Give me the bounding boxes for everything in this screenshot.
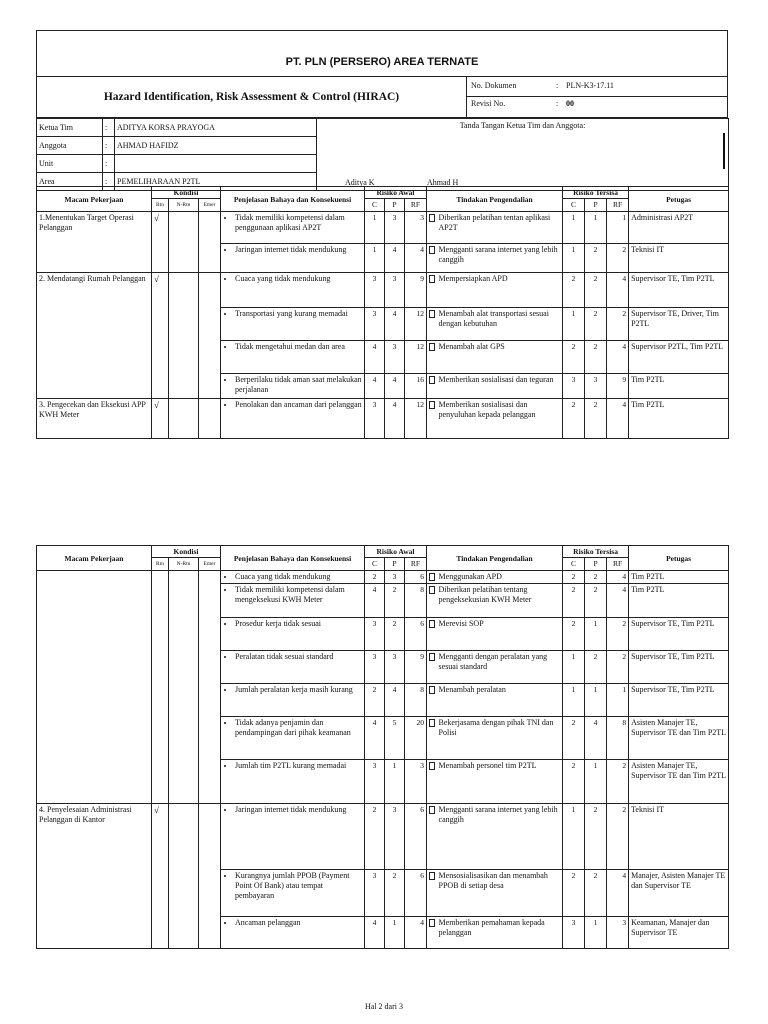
risk-rf: 12: [405, 308, 427, 341]
checkbox-cell: [427, 760, 437, 804]
risk-p: 3: [385, 212, 405, 244]
residual-rf: 2: [607, 618, 629, 651]
col-petugas: Petugas: [629, 187, 729, 212]
control-text: Memberikan sosialisasi dan penyuluhan kepada pelanggan: [437, 399, 563, 439]
officer-cell: Keamanan, Manajer dan Supervisor TE: [629, 917, 729, 949]
revision-value: 00: [566, 99, 574, 108]
anggota-label: Anggota: [37, 137, 103, 155]
checkbox-cell: [427, 273, 437, 308]
checkbox-square-icon: [429, 275, 435, 283]
risk-p: 3: [385, 273, 405, 308]
residual-c: 1: [563, 804, 585, 870]
hazard-cell: [221, 651, 365, 684]
residual-c: 3: [563, 917, 585, 949]
risk-rf: 4: [405, 244, 427, 273]
checkbox-cell: [427, 399, 437, 439]
hazard-text: • Prosedur kerja tidak sesuai: [235, 619, 362, 629]
table-row: [37, 399, 729, 439]
hazard-text: • Peralatan tidak sesuai standard: [235, 652, 362, 662]
residual-p: 4: [585, 717, 607, 760]
risk-p: 5: [385, 717, 405, 760]
risk-rf: 9: [405, 273, 427, 308]
residual-rf: 4: [607, 584, 629, 618]
col-petugas: Petugas: [629, 546, 729, 571]
empty-cell: [199, 804, 221, 949]
risk-c: 2: [365, 571, 385, 584]
checkbox-cell: [427, 684, 437, 717]
col-emer: Emer: [199, 558, 221, 571]
risk-rf: 6: [405, 571, 427, 584]
officer-cell: Tim P2TL: [629, 584, 729, 618]
risk-p: 4: [385, 244, 405, 273]
risk-c: 3: [365, 273, 385, 308]
colon: :: [103, 119, 115, 137]
risk-c: 3: [365, 618, 385, 651]
checkbox-cell: [427, 341, 437, 374]
residual-rf: 2: [607, 308, 629, 341]
risk-c: 3: [365, 651, 385, 684]
col-rf: RF: [405, 558, 427, 571]
risk-p: 3: [385, 341, 405, 374]
checkbox-cell: [427, 870, 437, 917]
check-mark: √: [152, 399, 169, 439]
signature-aditya: Aditya K: [345, 178, 375, 187]
hazard-cell: [221, 584, 365, 618]
col-risiko-awal: Risiko Awal: [365, 546, 427, 558]
officer-cell: Supervisor TE, Driver, Tim P2TL: [629, 308, 729, 341]
hazard-text: • Tidak adanya penjamin dan pendampingan dari pihak keamanan: [235, 718, 362, 738]
control-text: Menambah alat GPS: [437, 341, 563, 374]
control-text: Mempersiapkan APD: [437, 273, 563, 308]
control-text: Memberikan sosialisasi dan teguran: [437, 374, 563, 399]
risk-c: 3: [365, 399, 385, 439]
residual-c: 2: [563, 341, 585, 374]
officer-cell: Tim P2TL: [629, 571, 729, 584]
risk-p: 4: [385, 684, 405, 717]
checkbox-cell: [427, 618, 437, 651]
residual-p: 2: [585, 651, 607, 684]
risk-p: 2: [385, 618, 405, 651]
empty-cell: [199, 212, 221, 273]
checkbox-cell: [427, 244, 437, 273]
signature-label: Tanda Tangan Ketua Tim dan Anggota:: [459, 121, 586, 130]
empty-cell: [199, 571, 221, 804]
control-text: Diberikan pelatihan tentan aplikasi AP2T: [437, 212, 563, 244]
control-text: Menggunakan APD: [437, 571, 563, 584]
residual-rf: 9: [607, 374, 629, 399]
officer-cell: Teknisi IT: [629, 804, 729, 870]
risk-rf: 3: [405, 212, 427, 244]
check-mark: √: [152, 212, 169, 273]
checkbox-cell: [427, 374, 437, 399]
residual-p: 2: [585, 244, 607, 273]
risk-rf: 16: [405, 374, 427, 399]
hazard-cell: [221, 760, 365, 804]
empty-cell: [169, 571, 199, 804]
hazard-cell: [221, 212, 365, 244]
hazard-text: • Berperilaku tidak aman saat melakukan perjalanan: [235, 375, 362, 395]
col-macam-pekerjaan: Macam Pekerjaan: [37, 187, 152, 212]
company-name: PT. PLN (PERSERO) AREA TERNATE: [285, 56, 479, 68]
checkbox-cell: [427, 308, 437, 341]
officer-cell: Supervisor TE, Tim P2TL: [629, 273, 729, 308]
col-kondisi: Kondisi: [152, 546, 221, 558]
anggota-value: AHMAD HAFIDZ: [115, 137, 317, 155]
hazard-text: • Jaringan internet tidak mendukung: [235, 245, 362, 255]
residual-rf: 2: [607, 244, 629, 273]
risk-c: 4: [365, 717, 385, 760]
residual-rf: 4: [607, 273, 629, 308]
risk-rf: 6: [405, 804, 427, 870]
officer-cell: Tim P2TL: [629, 374, 729, 399]
checkbox-square-icon: [429, 573, 435, 581]
checkbox-cell: [427, 804, 437, 870]
officer-cell: Supervisor TE, Tim P2TL: [629, 618, 729, 651]
col-kondisi: Kondisi: [152, 187, 221, 199]
hazard-text: • Tidak mengetahui medan dan area: [235, 342, 362, 352]
col-nrtn: N-Rtn: [169, 558, 199, 571]
col-c: C: [365, 558, 385, 571]
residual-c: 2: [563, 273, 585, 308]
col-penjelasan: Penjelasan Bahaya dan Konsekuensi: [221, 187, 365, 212]
checkbox-cell: [427, 571, 437, 584]
empty-cell: [169, 399, 199, 439]
area-label: Area: [37, 173, 103, 191]
residual-c: 1: [563, 684, 585, 717]
col-p: P: [585, 199, 607, 212]
officer-cell: Manajer, Asisten Manajer TE dan Supervisor TE: [629, 870, 729, 917]
colon: :: [556, 81, 559, 90]
checkbox-square-icon: [429, 401, 435, 409]
officer-cell: Asisten Manajer TE, Supervisor TE dan Tim P2TL: [629, 717, 729, 760]
hazard-text: • Jumlah tim P2TL kurang memadai: [235, 761, 362, 771]
residual-c: 2: [563, 584, 585, 618]
residual-c: 2: [563, 870, 585, 917]
job-cell: 3. Pengecekan dan Eksekusi APP KWH Meter: [37, 399, 152, 439]
residual-c: 1: [563, 651, 585, 684]
control-text: Menambah personel tim P2TL: [437, 760, 563, 804]
residual-p: 2: [585, 341, 607, 374]
risk-c: 4: [365, 374, 385, 399]
revision-label: Revisi No.: [471, 99, 506, 108]
residual-c: 2: [563, 760, 585, 804]
col-rf: RF: [607, 558, 629, 571]
job-cell: [37, 571, 152, 804]
risk-rf: 12: [405, 399, 427, 439]
checkbox-square-icon: [429, 719, 435, 727]
risk-c: 2: [365, 804, 385, 870]
hazard-cell: [221, 273, 365, 308]
residual-rf: 2: [607, 760, 629, 804]
risk-p: 3: [385, 804, 405, 870]
residual-rf: 8: [607, 717, 629, 760]
col-emer: Emer: [199, 199, 221, 212]
risk-rf: 8: [405, 684, 427, 717]
checkbox-square-icon: [429, 376, 435, 384]
residual-p: 1: [585, 212, 607, 244]
residual-rf: 4: [607, 341, 629, 374]
job-cell: 4. Penyelesaian Administrasi Pelanggan di Kantor: [37, 804, 152, 949]
control-text: Diberikan pelatihan tentang pengeksekusian KWH Meter: [437, 584, 563, 618]
residual-c: 2: [563, 571, 585, 584]
hirac-table-2: [36, 545, 729, 949]
residual-p: 1: [585, 917, 607, 949]
control-text: Mensosialisasikan dan menambah PPOB di setiap desa: [437, 870, 563, 917]
doc-number-label: No. Dokumen: [471, 81, 517, 90]
residual-p: 2: [585, 804, 607, 870]
hazard-text: • Transportasi yang kurang memadai: [235, 309, 362, 319]
risk-p: 2: [385, 870, 405, 917]
hazard-text: • Jumlah peralatan kerja masih kurang: [235, 685, 362, 695]
signature-mark: [723, 133, 725, 169]
table-row: [37, 804, 729, 870]
col-tindakan: Tindakan Pengendalian: [427, 187, 563, 212]
check-mark: [152, 571, 169, 804]
residual-c: 1: [563, 308, 585, 341]
risk-p: 4: [385, 308, 405, 341]
residual-rf: 4: [607, 870, 629, 917]
checkbox-cell: [427, 651, 437, 684]
col-p: P: [585, 558, 607, 571]
risk-c: 3: [365, 760, 385, 804]
colon: :: [556, 99, 559, 108]
check-mark: √: [152, 804, 169, 949]
col-penjelasan: Penjelasan Bahaya dan Konsekuensi: [221, 546, 365, 571]
officer-cell: Asisten Manajer TE, Supervisor TE dan Tim P2TL: [629, 760, 729, 804]
risk-rf: 9: [405, 651, 427, 684]
hazard-text: • Kurangnya jumlah PPOB (Payment Point Of Bank) atau tempat pembayaran: [235, 871, 362, 901]
residual-p: 2: [585, 308, 607, 341]
risk-rf: 8: [405, 584, 427, 618]
residual-p: 1: [585, 618, 607, 651]
table-row: [37, 571, 729, 584]
col-risiko-tersisa: Risiko Tersisa: [563, 187, 629, 199]
checkbox-square-icon: [429, 214, 435, 222]
checkbox-square-icon: [429, 686, 435, 694]
col-rf: RF: [607, 199, 629, 212]
document-header: [36, 30, 728, 118]
hazard-text: • Tidak memiliki kompetensi dalam mengeksekusi KWH Meter: [235, 585, 362, 605]
checkbox-square-icon: [429, 653, 435, 661]
risk-p: 1: [385, 760, 405, 804]
col-p: P: [385, 558, 405, 571]
control-text: Mengganti sarana internet yang lebih canggih: [437, 804, 563, 870]
hazard-cell: [221, 804, 365, 870]
area-value: PEMELIHARAAN P2TL: [115, 173, 317, 191]
job-cell: 2. Mendatangi Rumah Pelanggan: [37, 273, 152, 399]
residual-p: 2: [585, 273, 607, 308]
risk-rf: 4: [405, 917, 427, 949]
hazard-text: • Cuaca yang tidak mendukung: [235, 572, 362, 582]
risk-p: 3: [385, 651, 405, 684]
residual-p: 2: [585, 584, 607, 618]
hazard-cell: [221, 571, 365, 584]
checkbox-square-icon: [429, 246, 435, 254]
residual-p: 3: [585, 374, 607, 399]
residual-p: 2: [585, 571, 607, 584]
checkbox-square-icon: [429, 762, 435, 770]
control-text: Merevisi SOP: [437, 618, 563, 651]
col-tindakan: Tindakan Pengendalian: [427, 546, 563, 571]
risk-p: 4: [385, 399, 405, 439]
hazard-cell: [221, 684, 365, 717]
ketua-label: Ketua Tim: [37, 119, 103, 137]
officer-cell: Teknisi IT: [629, 244, 729, 273]
empty-cell: [169, 804, 199, 949]
residual-rf: 1: [607, 212, 629, 244]
col-rf: RF: [405, 199, 427, 212]
control-text: Mengganti sarana internet yang lebih canggih: [437, 244, 563, 273]
residual-c: 3: [563, 374, 585, 399]
col-p: P: [385, 199, 405, 212]
hazard-cell: [221, 618, 365, 651]
risk-c: 1: [365, 244, 385, 273]
col-rtn: Rtn: [152, 199, 169, 212]
residual-rf: 2: [607, 651, 629, 684]
hazard-text: • Penolakan dan ancaman dari pelanggan: [235, 400, 362, 410]
hazard-cell: [221, 717, 365, 760]
hazard-cell: [221, 917, 365, 949]
table-row: [37, 212, 729, 244]
risk-c: 4: [365, 584, 385, 618]
doc-number-value: PLN-K3-17.11: [566, 81, 614, 90]
col-c: C: [563, 199, 585, 212]
residual-rf: 3: [607, 917, 629, 949]
hazard-cell: [221, 244, 365, 273]
checkbox-square-icon: [429, 872, 435, 880]
checkbox-cell: [427, 717, 437, 760]
colon: :: [103, 155, 115, 173]
risk-p: 3: [385, 571, 405, 584]
signature-box: [317, 119, 729, 191]
col-risiko-awal: Risiko Awal: [365, 187, 427, 199]
checkbox-square-icon: [429, 620, 435, 628]
residual-p: 2: [585, 870, 607, 917]
check-mark: √: [152, 273, 169, 399]
risk-rf: 20: [405, 717, 427, 760]
unit-value: [115, 155, 317, 173]
col-risiko-tersisa: Risiko Tersisa: [563, 546, 629, 558]
empty-cell: [199, 273, 221, 399]
col-c: C: [365, 199, 385, 212]
risk-c: 1: [365, 212, 385, 244]
risk-c: 4: [365, 341, 385, 374]
residual-p: 1: [585, 760, 607, 804]
risk-c: 4: [365, 917, 385, 949]
colon: :: [103, 173, 115, 191]
empty-cell: [169, 212, 199, 273]
checkbox-square-icon: [429, 343, 435, 351]
hazard-text: • Tidak memiliki kompetensi dalam penggunaan aplikasi AP2T: [235, 213, 362, 233]
hazard-cell: [221, 399, 365, 439]
hazard-text: • Cuaca yang tidak mendukung: [235, 274, 362, 284]
risk-c: 3: [365, 308, 385, 341]
job-cell: 1.Menentukan Target Operasi Pelanggan: [37, 212, 152, 273]
control-text: Bekerjasama dengan pihak TNI dan Polisi: [437, 717, 563, 760]
control-text: Memberikan pemahaman kepada pelanggan: [437, 917, 563, 949]
residual-rf: 4: [607, 399, 629, 439]
hazard-cell: [221, 341, 365, 374]
risk-p: 4: [385, 374, 405, 399]
control-text: Menambah alat transportasi sesuai dengan kebutuhan: [437, 308, 563, 341]
team-info-table: [36, 118, 729, 191]
control-text: Menambah peralatan: [437, 684, 563, 717]
residual-c: 1: [563, 244, 585, 273]
hazard-text: • Ancaman pelanggan: [235, 918, 362, 928]
risk-rf: 3: [405, 760, 427, 804]
checkbox-square-icon: [429, 919, 435, 927]
col-c: C: [563, 558, 585, 571]
residual-c: 2: [563, 618, 585, 651]
checkbox-square-icon: [429, 310, 435, 318]
ketua-value: ADITYA KORSA PRAYOGA: [115, 119, 317, 137]
hazard-cell: [221, 374, 365, 399]
divider: [466, 76, 467, 118]
residual-p: 2: [585, 399, 607, 439]
residual-c: 1: [563, 212, 585, 244]
document-title: Hazard Identification, Risk Assessment & Control (HIRAC): [103, 91, 400, 103]
empty-cell: [169, 273, 199, 399]
page-number: Hal 2 dari 3: [365, 1002, 403, 1011]
risk-p: 2: [385, 584, 405, 618]
residual-c: 2: [563, 399, 585, 439]
officer-cell: Supervisor TE, Tim P2TL: [629, 651, 729, 684]
hazard-cell: [221, 308, 365, 341]
risk-p: 1: [385, 917, 405, 949]
residual-c: 2: [563, 717, 585, 760]
checkbox-cell: [427, 212, 437, 244]
hazard-text: • Jaringan internet tidak mendukung: [235, 805, 362, 815]
empty-cell: [199, 399, 221, 439]
col-rtn: Rtn: [152, 558, 169, 571]
table-row: [37, 273, 729, 308]
signature-ahmad: Ahmad H: [427, 178, 459, 187]
risk-c: 2: [365, 684, 385, 717]
risk-rf: 6: [405, 618, 427, 651]
checkbox-square-icon: [429, 586, 435, 594]
colon: :: [103, 137, 115, 155]
col-macam-pekerjaan: Macam Pekerjaan: [37, 546, 152, 571]
officer-cell: Tim P2TL: [629, 399, 729, 439]
checkbox-cell: [427, 917, 437, 949]
col-nrtn: N-Rtn: [169, 199, 199, 212]
hirac-table-1: [36, 186, 729, 439]
officer-cell: Supervisor P2TL, Tim P2TL: [629, 341, 729, 374]
residual-rf: 1: [607, 684, 629, 717]
checkbox-square-icon: [429, 806, 435, 814]
control-text: Mengganti dengan peralatan yang sesuai standard: [437, 651, 563, 684]
risk-rf: 12: [405, 341, 427, 374]
risk-rf: 6: [405, 870, 427, 917]
officer-cell: Supervisor TE, Tim P2TL: [629, 684, 729, 717]
divider: [466, 96, 727, 97]
residual-rf: 4: [607, 571, 629, 584]
hazard-cell: [221, 870, 365, 917]
residual-p: 1: [585, 684, 607, 717]
risk-c: 3: [365, 870, 385, 917]
checkbox-cell: [427, 584, 437, 618]
residual-rf: 2: [607, 804, 629, 870]
officer-cell: Administrasi AP2T: [629, 212, 729, 244]
unit-label: Unit: [37, 155, 103, 173]
